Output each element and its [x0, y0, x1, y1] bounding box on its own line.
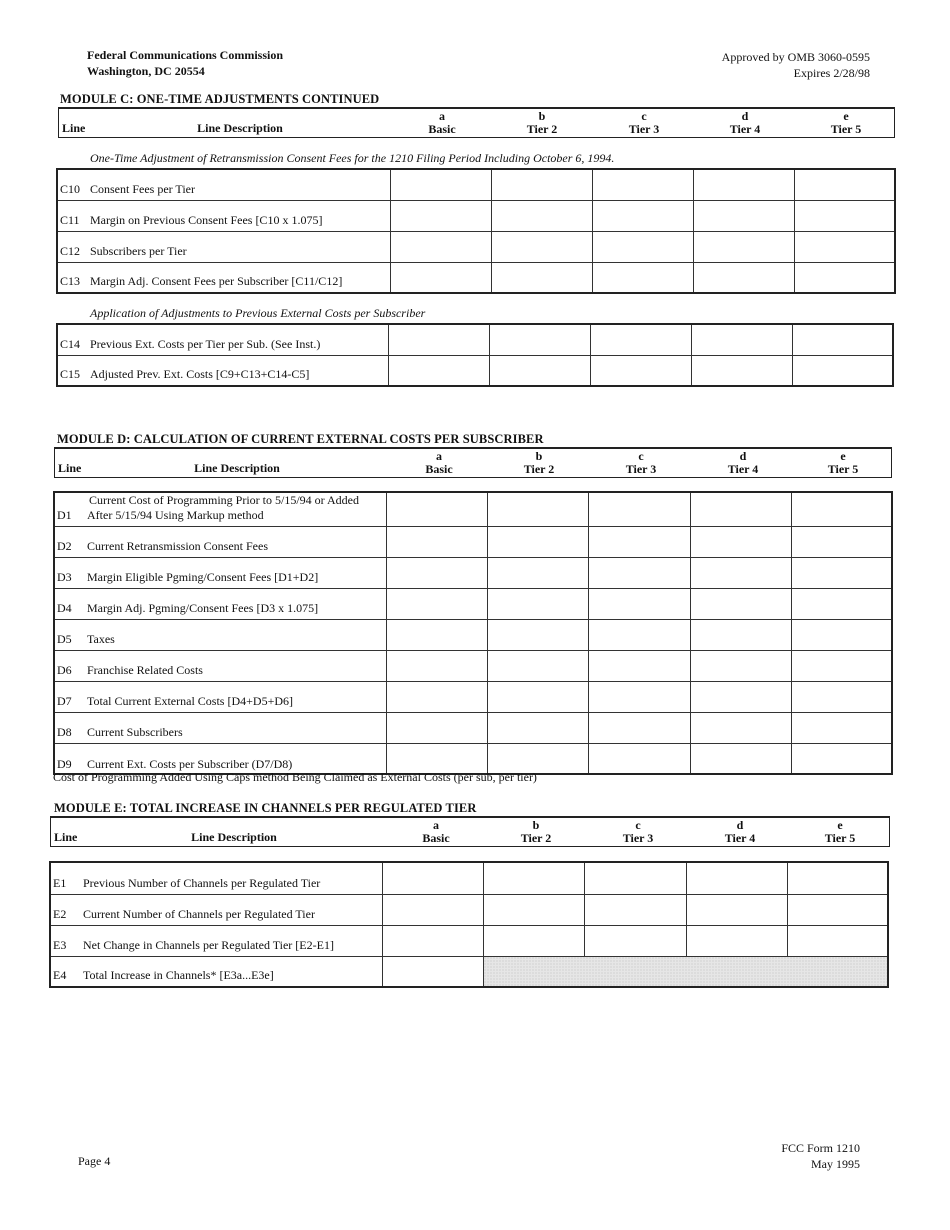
table-row: C10 Consent Fees per Tier [57, 169, 895, 200]
d5-a-cell[interactable] [386, 620, 487, 651]
module-d-column-header [54, 447, 892, 478]
module-d-title: MODULE D: CALCULATION OF CURRENT EXTERNAL COSTS PER SUBSCRIBER [57, 432, 544, 446]
c13-a-cell[interactable] [390, 262, 491, 293]
d6-c-cell[interactable] [588, 651, 690, 682]
table-row: C12 Subscribers per Tier [57, 231, 895, 262]
module-d-table [53, 491, 893, 775]
e3-e-cell[interactable] [787, 925, 888, 956]
table-row: D4 Margin Adj. Pgming/Consent Fees [D3 x 1.075] [54, 589, 892, 620]
table-row: D8 Current Subscribers [54, 713, 892, 744]
d2-e-cell[interactable] [791, 527, 892, 558]
d7-c-cell[interactable] [588, 682, 690, 713]
table-row: E1 Previous Number of Channels per Regulated Tier [50, 862, 888, 894]
d2-d-cell[interactable] [690, 527, 791, 558]
c10-e-cell[interactable] [794, 169, 895, 200]
c11-d-cell[interactable] [693, 200, 794, 231]
table-row: C15 Adjusted Prev. Ext. Costs [C9+C13+C14-C5] [57, 355, 893, 386]
module-d-footnote: Cost of Programming Added Using Caps method Being Claimed as External Costs (per sub, per tier) [53, 770, 537, 784]
module-c-table-2 [56, 323, 894, 387]
d9-b-cell[interactable] [487, 744, 588, 774]
column-c-header: c Tier 3 [628, 109, 660, 136]
d4-e-cell[interactable] [791, 589, 892, 620]
e1-a-cell[interactable] [382, 862, 483, 894]
d8-a-cell[interactable] [386, 713, 487, 744]
d2-a-cell[interactable] [386, 527, 487, 558]
module-c-section-2-caption: Application of Adjustments to Previous External Costs per Subscriber [90, 306, 426, 320]
table-row: E4 Total Increase in Channels* [E3a...E3e] [50, 956, 888, 987]
d5-e-cell[interactable] [791, 620, 892, 651]
c12-b-cell[interactable] [491, 231, 592, 262]
e2-e-cell[interactable] [787, 894, 888, 925]
e4-shaded-area [483, 956, 888, 987]
d6-d-cell[interactable] [690, 651, 791, 682]
d7-a-cell[interactable] [386, 682, 487, 713]
column-line-label: Line [54, 830, 78, 844]
c10-b-cell[interactable] [491, 169, 592, 200]
c12-a-cell[interactable] [390, 231, 491, 262]
d8-b-cell[interactable] [487, 713, 588, 744]
c15-e-cell[interactable] [792, 355, 893, 386]
column-d-header: d Tier 4 [724, 818, 756, 845]
d1-e-cell[interactable] [791, 492, 892, 527]
c11-c-cell[interactable] [592, 200, 693, 231]
d8-d-cell[interactable] [690, 713, 791, 744]
agency-header [87, 47, 283, 79]
d3-a-cell[interactable] [386, 558, 487, 589]
column-e-header: e Tier 5 [824, 818, 856, 845]
d9-d-cell[interactable] [690, 744, 791, 774]
table-row: E3 Net Change in Channels per Regulated Tier [E2-E1] [50, 925, 888, 956]
column-description-label: Line Description [197, 121, 283, 135]
column-description-label: Line Description [191, 830, 277, 844]
c13-e-cell[interactable] [794, 262, 895, 293]
e2-a-cell[interactable] [382, 894, 483, 925]
page-number: Page 4 [78, 1154, 111, 1168]
c13-b-cell[interactable] [491, 262, 592, 293]
d9-a-cell[interactable] [386, 744, 487, 774]
column-b-header: b Tier 2 [520, 818, 552, 845]
table-row: D3 Margin Eligible Pgming/Consent Fees [D1+D2] [54, 558, 892, 589]
e3-d-cell[interactable] [686, 925, 787, 956]
c15-a-cell[interactable] [388, 355, 489, 386]
agency-name: Federal Communications Commission [87, 48, 283, 62]
d9-c-cell[interactable] [588, 744, 690, 774]
column-b-header: b Tier 2 [523, 449, 555, 476]
e2-c-cell[interactable] [584, 894, 686, 925]
table-row: C13 Margin Adj. Consent Fees per Subscriber [C11/C12] [57, 262, 895, 293]
d4-a-cell[interactable] [386, 589, 487, 620]
c13-d-cell[interactable] [693, 262, 794, 293]
table-row: D5 Taxes [54, 620, 892, 651]
column-d-header: d Tier 4 [727, 449, 759, 476]
c12-d-cell[interactable] [693, 231, 794, 262]
form-id [781, 1140, 860, 1172]
c12-e-cell[interactable] [794, 231, 895, 262]
module-e-column-header [50, 816, 890, 847]
c14-a-cell[interactable] [388, 324, 489, 355]
e2-d-cell[interactable] [686, 894, 787, 925]
d1-d-cell[interactable] [690, 492, 791, 527]
d7-e-cell[interactable] [791, 682, 892, 713]
table-row: D9 Current Ext. Costs per Subscriber (D7/D8) [54, 744, 892, 774]
omb-number: Approved by OMB 3060-0595 [721, 50, 870, 64]
e3-c-cell[interactable] [584, 925, 686, 956]
e1-c-cell[interactable] [584, 862, 686, 894]
column-a-header: a Basic [422, 818, 450, 845]
form-date: May 1995 [811, 1157, 860, 1171]
e4-total-cell[interactable] [382, 956, 483, 987]
d4-b-cell[interactable] [487, 589, 588, 620]
column-e-header: e Tier 5 [827, 449, 859, 476]
form-name: FCC Form 1210 [781, 1141, 860, 1155]
d3-b-cell[interactable] [487, 558, 588, 589]
c14-d-cell[interactable] [691, 324, 792, 355]
e1-d-cell[interactable] [686, 862, 787, 894]
table-row: C14 Previous Ext. Costs per Tier per Sub. (See Inst.) [57, 324, 893, 355]
c10-d-cell[interactable] [693, 169, 794, 200]
d3-c-cell[interactable] [588, 558, 690, 589]
e2-b-cell[interactable] [483, 894, 584, 925]
d3-e-cell[interactable] [791, 558, 892, 589]
column-c-header: c Tier 3 [625, 449, 657, 476]
c15-c-cell[interactable] [590, 355, 691, 386]
d1-a-cell[interactable] [386, 492, 487, 527]
column-a-header: a Basic [425, 449, 453, 476]
module-e-table [49, 861, 889, 988]
table-row: D7 Total Current External Costs [D4+D5+D6] [54, 682, 892, 713]
c11-a-cell[interactable] [390, 200, 491, 231]
c10-c-cell[interactable] [592, 169, 693, 200]
d5-b-cell[interactable] [487, 620, 588, 651]
column-c-header: c Tier 3 [622, 818, 654, 845]
table-row: E2 Current Number of Channels per Regulated Tier [50, 894, 888, 925]
d5-d-cell[interactable] [690, 620, 791, 651]
column-b-header: b Tier 2 [526, 109, 558, 136]
c11-e-cell[interactable] [794, 200, 895, 231]
c15-d-cell[interactable] [691, 355, 792, 386]
d8-c-cell[interactable] [588, 713, 690, 744]
d4-d-cell[interactable] [690, 589, 791, 620]
table-row: Current Cost of Programming Prior to 5/15/94 or Added D1 After 5/15/94 Using Markup method [54, 492, 892, 527]
column-e-header: e Tier 5 [830, 109, 862, 136]
d4-c-cell[interactable] [588, 589, 690, 620]
c13-c-cell[interactable] [592, 262, 693, 293]
c11-b-cell[interactable] [491, 200, 592, 231]
e3-b-cell[interactable] [483, 925, 584, 956]
column-description-label: Line Description [194, 461, 280, 475]
table-row: D2 Current Retransmission Consent Fees [54, 527, 892, 558]
e1-b-cell[interactable] [483, 862, 584, 894]
d1-b-cell[interactable] [487, 492, 588, 527]
e1-e-cell[interactable] [787, 862, 888, 894]
e3-a-cell[interactable] [382, 925, 483, 956]
module-c-table-1 [56, 168, 896, 294]
d8-e-cell[interactable] [791, 713, 892, 744]
table-row: C11 Margin on Previous Consent Fees [C10 x 1.075] [57, 200, 895, 231]
c14-b-cell[interactable] [489, 324, 590, 355]
d6-e-cell[interactable] [791, 651, 892, 682]
module-c-title: MODULE C: ONE-TIME ADJUSTMENTS CONTINUED [60, 92, 380, 106]
d9-e-cell[interactable] [791, 744, 892, 774]
table-row: D6 Franchise Related Costs [54, 651, 892, 682]
column-d-header: d Tier 4 [729, 109, 761, 136]
column-line-label: Line [58, 461, 82, 475]
omb-approval [722, 49, 870, 81]
d5-c-cell[interactable] [588, 620, 690, 651]
c14-c-cell[interactable] [590, 324, 691, 355]
c14-e-cell[interactable] [792, 324, 893, 355]
d1-c-cell[interactable] [588, 492, 690, 527]
module-c-section-1-caption: One-Time Adjustment of Retransmission Consent Fees for the 1210 Filing Period Including October 6, 1994. [90, 151, 615, 165]
c10-a-cell[interactable] [390, 169, 491, 200]
d7-b-cell[interactable] [487, 682, 588, 713]
d3-d-cell[interactable] [690, 558, 791, 589]
d7-d-cell[interactable] [690, 682, 791, 713]
module-e-title: MODULE E: TOTAL INCREASE IN CHANNELS PER REGULATED TIER [54, 801, 477, 815]
agency-address: Washington, DC 20554 [87, 64, 205, 78]
d6-b-cell[interactable] [487, 651, 588, 682]
c15-b-cell[interactable] [489, 355, 590, 386]
d2-c-cell[interactable] [588, 527, 690, 558]
column-a-header: a Basic [428, 109, 456, 136]
expiration-date: Expires 2/28/98 [793, 66, 870, 80]
module-c-column-header [58, 107, 895, 138]
c12-c-cell[interactable] [592, 231, 693, 262]
d6-a-cell[interactable] [386, 651, 487, 682]
d2-b-cell[interactable] [487, 527, 588, 558]
column-line-label: Line [62, 121, 86, 135]
